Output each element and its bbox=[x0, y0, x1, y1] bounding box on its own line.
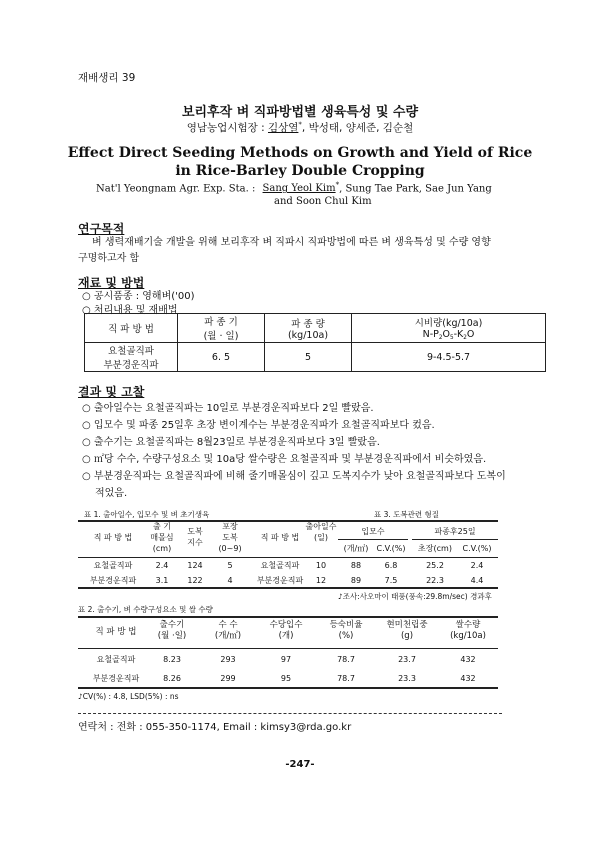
row-labels-cell bbox=[85, 343, 178, 372]
value-sowing-date: 6. 5 bbox=[178, 343, 265, 372]
t3-row2-emergence: 12 bbox=[315, 576, 327, 585]
t2-row1-yield: 432 bbox=[460, 655, 476, 664]
t1-row2-burial: 3.1 bbox=[155, 576, 169, 585]
t2-row2-heading: 8.26 bbox=[163, 674, 181, 683]
t2-row1-ripening: 78.7 bbox=[337, 655, 355, 664]
t2-header-heading bbox=[146, 620, 198, 642]
korean-title: 보리후작 벼 직파방법별 생육특성 및 수량 bbox=[181, 105, 419, 120]
table2-note: ♪CV(%) : 4.8, LSD(5%) : ns bbox=[78, 692, 179, 701]
t2-header-yield-l1: 쌀수량 bbox=[455, 620, 481, 630]
table3-caption: 표 3. 도복관련 형질 bbox=[374, 510, 440, 519]
t2-row1-panicles: 293 bbox=[220, 655, 236, 664]
table13-top-rule bbox=[78, 520, 498, 522]
other-authors-ko: , 박성태, 양세준, 김순철 bbox=[301, 122, 414, 134]
korean-authors bbox=[0, 120, 600, 135]
t2-row2-grain-weight: 23.3 bbox=[398, 674, 416, 683]
t1-header-lodging-index bbox=[180, 526, 210, 548]
t2-row2-yield: 432 bbox=[460, 674, 476, 683]
t2-header-grain-weight-l1: 현미천립중 bbox=[386, 620, 428, 630]
t3-row2-stand-cv: 7.5 bbox=[384, 576, 398, 585]
objective-text-line1: 벼 생력재배기술 개발을 위해 보리후작 벼 직파시 직파방법에 따른 벼 생육특성 및 수량 영향 bbox=[92, 237, 491, 248]
table13-bottom-rule bbox=[78, 587, 498, 589]
result-item-1: ○ 출아일수는 요철골직파는 10일로 부분경운직파보다 2일 빨랐음. bbox=[82, 403, 374, 414]
t3-row1-stand-cv: 6.8 bbox=[384, 561, 398, 570]
result-item-4: ○ ㎡당 수수, 수량구성요소 및 10a당 쌀수량은 요철골직파 및 부분경운직파에서 비슷하였음. bbox=[82, 454, 487, 465]
t2-header-panicles-l1: 수 수 bbox=[218, 620, 238, 630]
t3-header-height-cv: C.V.(%) bbox=[462, 544, 492, 553]
table3-cv-subrule-left bbox=[338, 539, 408, 540]
t1-header-lodging-index-l1: 도복 bbox=[187, 527, 203, 536]
result-item-5-cont: 적었음. bbox=[95, 488, 128, 499]
t2-header-method: 직 파 방 법 bbox=[95, 627, 137, 637]
header-tag: 재배생리 39 bbox=[78, 72, 136, 84]
t2-header-yield bbox=[438, 620, 498, 642]
table2-bottom-rule bbox=[78, 687, 498, 689]
header-sowing-date-unit: (월 · 일) bbox=[203, 331, 239, 342]
header-seeding-rate bbox=[265, 314, 352, 343]
t3-row2-label: 부분경운직파 bbox=[256, 576, 304, 585]
materials-heading: 재료 및 방법 bbox=[78, 276, 145, 290]
t2-header-panicles-l2: (개/㎡) bbox=[214, 631, 242, 641]
page-number: -247- bbox=[285, 759, 315, 770]
t2-header-ripening bbox=[316, 620, 376, 642]
t1-row2-lodging-index: 122 bbox=[187, 576, 203, 585]
t1-row1-burial: 2.4 bbox=[155, 561, 169, 570]
materials-item-variety: ○ 공시품종 : 영해벼('00) bbox=[82, 291, 195, 302]
t1-header-method: 직 파 방 법 bbox=[93, 533, 133, 542]
other-authors-en: , Sung Tae Park, Sae Jun Yang bbox=[339, 183, 492, 195]
t1-header-field-lodging-l2: 도복 bbox=[222, 533, 238, 542]
t3-row2-height-cv: 4.4 bbox=[470, 576, 484, 585]
corresponding-mark-en: * bbox=[335, 181, 340, 189]
footer-separator bbox=[78, 713, 502, 714]
t2-header-spikelets-l2: (개) bbox=[278, 631, 294, 641]
first-author-ko: 김상열 bbox=[267, 122, 299, 134]
t1-header-burial-l2: 매몰심 bbox=[150, 533, 174, 542]
results-heading: 결과 및 고찰 bbox=[78, 385, 145, 399]
t3-row1-height-cv: 2.4 bbox=[470, 561, 484, 570]
table2-top-rule bbox=[78, 616, 498, 618]
t2-header-heading-l2: (월 ·일) bbox=[157, 631, 187, 641]
row-label-partial-tillage: 부분경운직파 bbox=[103, 360, 159, 371]
t2-header-ripening-l2: (%) bbox=[338, 631, 354, 641]
result-item-5: ○ 부분경운직파는 요철골직파에 비해 줄기매몰심이 깊고 도복지수가 낮아 요철골직파보다 도복이 bbox=[82, 471, 506, 482]
t1-header-field-lodging-l3: (0~9) bbox=[218, 544, 242, 553]
t2-header-grain-weight-l2: (g) bbox=[400, 631, 414, 641]
t1-header-field-lodging bbox=[210, 521, 250, 554]
t3-row1-height: 25.2 bbox=[426, 561, 444, 570]
affiliation-en: Nat'l Yeongnam Agr. Exp. Sta. : bbox=[96, 183, 256, 195]
materials-item-treatment: ○ 처리내용 및 재배법 bbox=[82, 305, 178, 316]
t2-row1-heading: 8.23 bbox=[163, 655, 181, 664]
table2-caption: 표 2. 출수기, 벼 수량구성요소 및 쌀 수량 bbox=[78, 605, 213, 614]
table3-cv-subrule-right bbox=[412, 539, 498, 540]
t1-row1-lodging-index: 124 bbox=[187, 561, 203, 570]
t1-row2-field-lodging: 4 bbox=[227, 576, 233, 585]
row-label-uneven-furrow: 요철골직파 bbox=[108, 346, 154, 357]
table1-caption: 표 1. 출아일수, 입모수 및 벼 초기생육 bbox=[84, 510, 210, 519]
t2-header-ripening-l1: 등숙비율 bbox=[329, 620, 363, 630]
seeding-methods-table bbox=[84, 313, 546, 372]
table2-header-rule bbox=[78, 648, 498, 649]
value-seeding-rate: 5 bbox=[265, 343, 352, 372]
t2-row2-panicles: 299 bbox=[220, 674, 236, 683]
t2-row1-grain-weight: 23.7 bbox=[398, 655, 416, 664]
t3-row1-stand: 88 bbox=[350, 561, 362, 570]
header-fertilizer-label: 시비량(kg/10a) bbox=[414, 318, 483, 329]
t2-row2-spikelets: 95 bbox=[280, 674, 292, 683]
result-item-3: ○ 출수기는 요철골직파는 8월23일로 부분경운직파보다 3일 빨랐음. bbox=[82, 437, 380, 448]
t2-header-spikelets-l1: 수당입수 bbox=[269, 620, 303, 630]
t2-row1-label: 요철골직파 bbox=[96, 655, 136, 664]
t1-header-burial-l3: (cm) bbox=[152, 544, 172, 553]
t3-header-height: 초장(cm) bbox=[418, 544, 452, 553]
objective-text-line2: 구명하고자 함 bbox=[78, 253, 140, 264]
t2-row2-label: 부분경운직파 bbox=[92, 674, 140, 683]
t3-header-emergence-l1: 출아일수 bbox=[305, 522, 337, 531]
affiliation-ko: 영남농업시험장 : bbox=[186, 122, 265, 134]
result-item-2: ○ 입모수 및 파종 25일후 초장 변이계수는 부분경운직파가 요철골직파보다 컸음. bbox=[82, 420, 435, 431]
value-fertilizer: 9-4.5-5.7 bbox=[352, 343, 546, 372]
t3-header-emergence-l2: (일) bbox=[314, 533, 328, 542]
t2-header-yield-l2: (kg/10a) bbox=[450, 631, 486, 641]
t1-row1-field-lodging: 5 bbox=[227, 561, 233, 570]
t2-row1-spikelets: 97 bbox=[280, 655, 292, 664]
t1-header-lodging-index-l2: 지수 bbox=[187, 538, 203, 547]
header-sowing-date-label: 파 종 기 bbox=[204, 317, 238, 328]
contact-info: 연락처 : 전화 : 055-350-1174, Email : kimsy3@rda.go.kr bbox=[78, 722, 352, 733]
header-fertilizer-npk: $N-P_2O_5-K_2O$ bbox=[422, 329, 475, 341]
t3-row2-stand: 89 bbox=[350, 576, 362, 585]
t2-header-spikelets bbox=[256, 620, 316, 642]
header-sowing-date bbox=[178, 314, 265, 343]
t1-header-field-lodging-l1: 포장 bbox=[222, 522, 238, 531]
first-author-en: Sang Yeol Kim bbox=[262, 183, 336, 195]
header-method: 직 파 방 법 bbox=[85, 314, 178, 343]
t3-header-stand: 입모수 bbox=[361, 527, 385, 536]
t2-header-panicles bbox=[200, 620, 256, 642]
t1-header-burial bbox=[146, 521, 178, 554]
table13-header-rule bbox=[78, 557, 498, 558]
english-title-line1: Effect Direct Seeding Methods on Growth and Yield of Rice bbox=[67, 145, 533, 161]
t1-row1-label: 요철골직파 bbox=[93, 561, 133, 570]
t2-header-grain-weight bbox=[376, 620, 438, 642]
t3-row1-emergence: 10 bbox=[315, 561, 327, 570]
corresponding-mark-ko: * bbox=[298, 120, 302, 129]
t1-header-burial-l1: 출 기 bbox=[153, 522, 171, 531]
header-seeding-rate-unit: (kg/10a) bbox=[287, 329, 329, 341]
header-fertilizer bbox=[352, 314, 546, 343]
t3-header-25days: 파종후25일 bbox=[434, 527, 476, 536]
t3-header-stand-cv: C.V.(%) bbox=[376, 544, 406, 553]
english-authors-line2: and Soon Chul Kim bbox=[274, 196, 372, 207]
t2-row2-ripening: 78.7 bbox=[337, 674, 355, 683]
t3-header-method: 직 파 방 법 bbox=[260, 533, 300, 542]
header-seeding-rate-label: 파 종 량 bbox=[291, 318, 325, 330]
english-title-line2: in Rice-Barley Double Cropping bbox=[175, 163, 425, 179]
t2-header-heading-l1: 출수기 bbox=[159, 620, 185, 630]
t1-row2-label: 부분경운직파 bbox=[89, 576, 137, 585]
t3-row1-label: 요철골직파 bbox=[260, 561, 300, 570]
objective-heading: 연구목적 bbox=[78, 222, 125, 236]
t3-row2-height: 22.3 bbox=[426, 576, 444, 585]
t3-header-emergence bbox=[304, 521, 338, 543]
table3-note: ♪조사:사오마이 태풍(풍속:29.8m/sec) 경과후 bbox=[338, 592, 492, 601]
english-authors bbox=[96, 181, 492, 194]
t3-header-stand-count: (개/㎡) bbox=[343, 544, 369, 553]
